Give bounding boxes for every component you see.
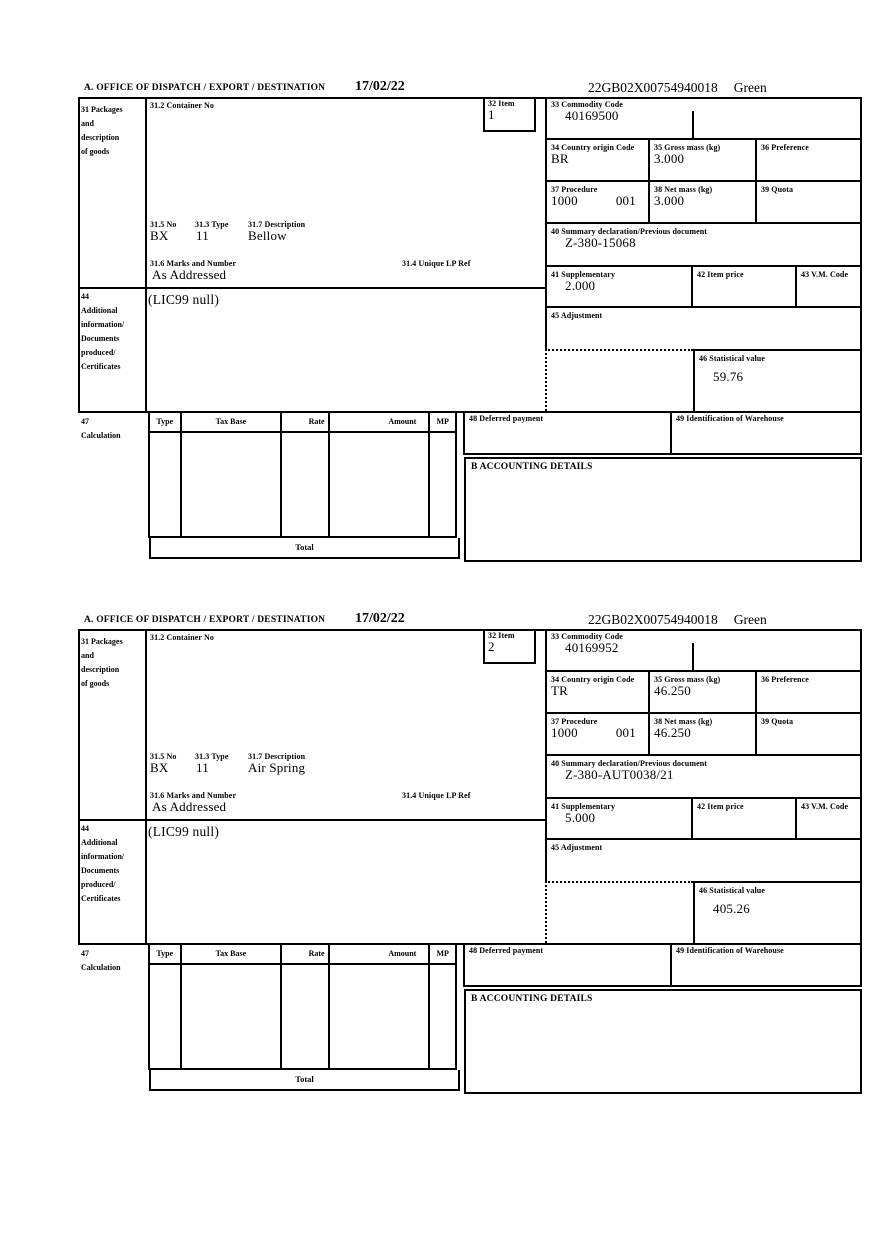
- box40-previous-document: 40 Summary declaration/Previous document Z-380-15068: [545, 224, 862, 267]
- box42-item-price: 42 Item price: [693, 267, 797, 308]
- box46-statistical-value: 46 Statistical value 405.26: [693, 881, 862, 943]
- item-block-2: [78, 611, 862, 1096]
- routing-status: Green: [733, 80, 767, 95]
- accounting-details-box: B ACCOUNTING DETAILS: [464, 989, 862, 1094]
- net-mass-value: 3.000: [654, 193, 685, 209]
- box44-label: 44 Additional information/ Documents produced/ Certificates: [81, 824, 125, 903]
- package-no-value: BX: [150, 228, 169, 243]
- box34-country-origin: 34 Country origin Code TR: [545, 672, 650, 714]
- mrn-line: [588, 612, 767, 628]
- box41-supplementary: 41 Supplementary 2.000: [545, 267, 693, 308]
- calculation-table: [148, 411, 457, 538]
- description-label: 31.7 Description: [248, 220, 306, 229]
- declaration-date: 17/02/22: [355, 611, 405, 626]
- country-origin-value: TR: [551, 683, 569, 699]
- previous-document-value: Z-380-15068: [565, 235, 636, 251]
- box33-commodity-code: 33 Commodity Code 40169500: [545, 97, 862, 140]
- mrn-value: 22GB02X00754940018: [588, 80, 718, 95]
- box41-supplementary: 41 Supplementary 5.000: [545, 799, 693, 840]
- container-no-label: 31.2 Container No: [150, 633, 214, 642]
- accounting-details-box: B ACCOUNTING DETAILS: [464, 457, 862, 562]
- box44-label: 44 Additional information/ Documents produced/ Certificates: [81, 292, 125, 371]
- box43-vm-code: 43 V.M. Code: [797, 267, 862, 308]
- box45-adjustment: 45 Adjustment: [545, 840, 862, 881]
- previous-document-value: Z-380-AUT0038/21: [565, 767, 674, 783]
- commodity-code-subdivider: [692, 643, 694, 670]
- item-number: 2: [488, 639, 495, 655]
- commodity-code-value: 40169952: [565, 640, 619, 656]
- statistical-value-spare-cell: [545, 349, 693, 411]
- box31-box44-divider: [78, 287, 545, 289]
- statistical-value: 405.26: [713, 901, 750, 917]
- box48-deferred-payment: 48 Deferred payment: [463, 943, 672, 987]
- box49-warehouse-id: 49 Identification of Warehouse: [672, 411, 862, 455]
- calculation-table: [148, 943, 457, 1070]
- package-type-value: 11: [196, 228, 209, 243]
- calculation-table-header: Type Tax Base Rate Amount MP: [150, 413, 455, 433]
- procedure-value: 1000: [551, 193, 578, 209]
- marks-numbers-value: As Addressed: [152, 799, 227, 814]
- box35-gross-mass: 35 Gross mass (kg) 3.000: [650, 140, 757, 182]
- item-block-1: [78, 79, 862, 564]
- item-number: 1: [488, 107, 495, 123]
- box39-quota: 39 Quota: [757, 182, 862, 224]
- box45-adjustment: 45 Adjustment: [545, 308, 862, 349]
- box31-box44-divider: [78, 819, 545, 821]
- package-type-label: 31.3 Type: [195, 752, 229, 761]
- package-no-label: 31.5 No: [150, 220, 177, 229]
- package-type-value: 11: [196, 760, 209, 775]
- package-no-value: BX: [150, 760, 169, 775]
- description-label: 31.7 Description: [248, 752, 306, 761]
- marks-numbers-value: As Addressed: [152, 267, 227, 282]
- box47-label: 47 Calculation: [81, 417, 121, 440]
- goods-description: Bellow: [248, 228, 287, 243]
- box32-item: [483, 97, 536, 132]
- box43-vm-code: 43 V.M. Code: [797, 799, 862, 840]
- commodity-code-value: 40169500: [565, 108, 619, 124]
- box34-country-origin: 34 Country origin Code BR: [545, 140, 650, 182]
- box46-statistical-value: 46 Statistical value 59.76: [693, 349, 862, 411]
- procedure-second-value: 001: [615, 725, 636, 741]
- mrn-line: [588, 80, 767, 96]
- box35-gross-mass: 35 Gross mass (kg) 46.250: [650, 672, 757, 714]
- commodity-code-subdivider: [692, 111, 694, 138]
- supplementary-value: 5.000: [565, 810, 596, 826]
- statistical-value: 59.76: [713, 369, 744, 385]
- box42-item-price: 42 Item price: [693, 799, 797, 840]
- additional-info-value: (LIC99 null): [148, 292, 220, 307]
- box40-previous-document: 40 Summary declaration/Previous document Z-380-AUT0038/21: [545, 756, 862, 799]
- supplementary-value: 2.000: [565, 278, 596, 294]
- unique-lp-ref-label: 31.4 Unique LP Ref: [402, 791, 471, 800]
- package-type-label: 31.3 Type: [195, 220, 229, 229]
- net-mass-value: 46.250: [654, 725, 691, 741]
- box36-preference: 36 Preference: [757, 140, 862, 182]
- additional-info-value: (LIC99 null): [148, 824, 220, 839]
- box38-net-mass: 38 Net mass (kg) 3.000: [650, 182, 757, 224]
- calculation-table-body: [150, 433, 455, 536]
- calculation-table-header: Type Tax Base Rate Amount MP: [150, 945, 455, 965]
- calculation-total-row: Total: [149, 1070, 460, 1091]
- mrn-value: 22GB02X00754940018: [588, 612, 718, 627]
- box47-label: 47 Calculation: [81, 949, 121, 972]
- unique-lp-ref-label: 31.4 Unique LP Ref: [402, 259, 471, 268]
- label-column-divider: [145, 629, 147, 943]
- box32-item: [483, 629, 536, 664]
- box37-procedure: 37 Procedure 1000 001: [545, 182, 650, 224]
- marks-numbers-label: 31.6 Marks and Number: [150, 791, 237, 800]
- box38-net-mass: 38 Net mass (kg) 46.250: [650, 714, 757, 756]
- container-no-label: 31.2 Container No: [150, 101, 214, 110]
- box49-warehouse-id: 49 Identification of Warehouse: [672, 943, 862, 987]
- label-column-divider: [145, 97, 147, 411]
- gross-mass-value: 3.000: [654, 151, 685, 167]
- box36-preference: 36 Preference: [757, 672, 862, 714]
- package-no-label: 31.5 No: [150, 752, 177, 761]
- gross-mass-value: 46.250: [654, 683, 691, 699]
- country-origin-value: BR: [551, 151, 569, 167]
- office-of-dispatch-label: A. OFFICE OF DISPATCH / EXPORT / DESTINATION: [84, 83, 326, 93]
- calculation-table-body: [150, 965, 455, 1068]
- box39-quota: 39 Quota: [757, 714, 862, 756]
- declaration-date: 17/02/22: [355, 79, 405, 94]
- calculation-total-row: Total: [149, 538, 460, 559]
- box31-label: 31 Packages and description of goods: [81, 637, 123, 688]
- procedure-second-value: 001: [615, 193, 636, 209]
- form-area: [78, 97, 862, 564]
- marks-numbers-label: 31.6 Marks and Number: [150, 259, 237, 268]
- statistical-value-spare-cell: [545, 881, 693, 943]
- item-label: 32 Item: [488, 631, 515, 640]
- item-label: 32 Item: [488, 99, 515, 108]
- form-area: [78, 629, 862, 1096]
- box37-procedure: 37 Procedure 1000 001: [545, 714, 650, 756]
- box48-deferred-payment: 48 Deferred payment: [463, 411, 672, 455]
- box33-commodity-code: 33 Commodity Code 40169952: [545, 629, 862, 672]
- box31-label: 31 Packages and description of goods: [81, 105, 123, 156]
- goods-description: Air Spring: [248, 760, 306, 775]
- office-of-dispatch-label: A. OFFICE OF DISPATCH / EXPORT / DESTINATION: [84, 615, 326, 625]
- routing-status: Green: [733, 612, 767, 627]
- procedure-value: 1000: [551, 725, 578, 741]
